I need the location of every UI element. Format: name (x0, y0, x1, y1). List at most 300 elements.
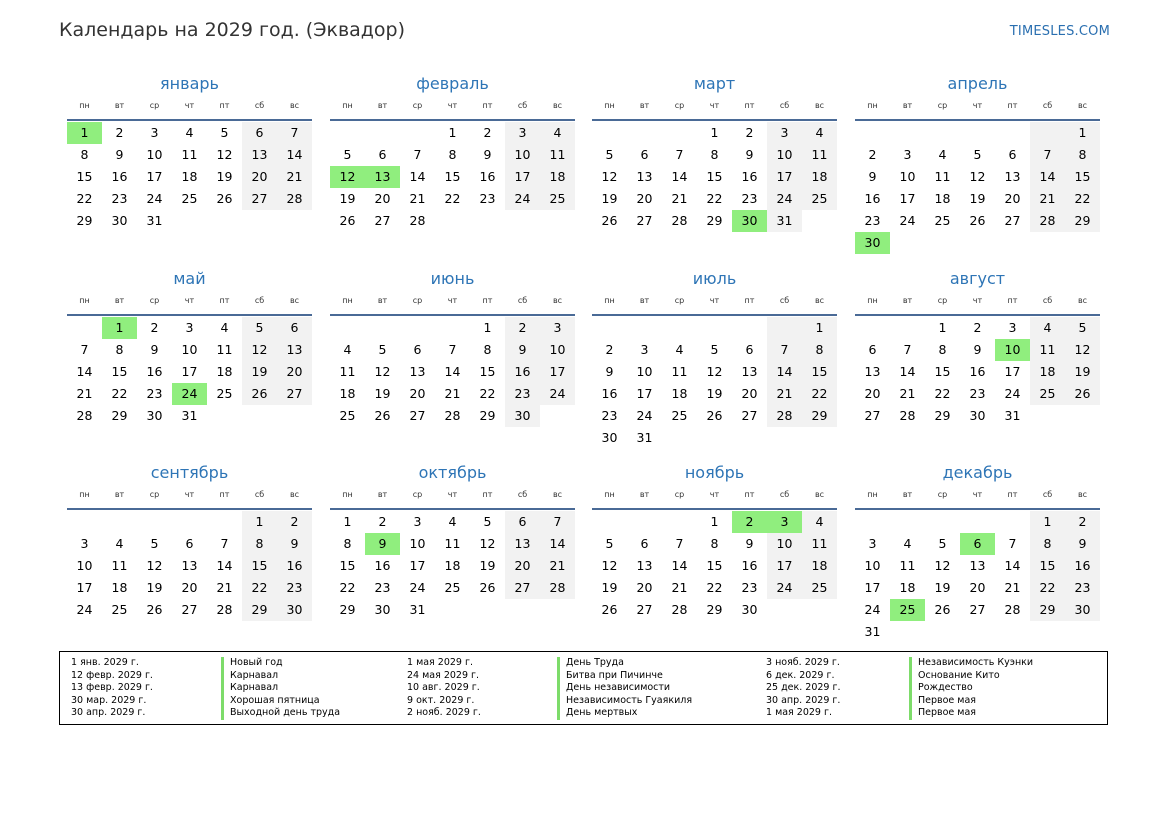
day-cell[interactable]: 21 (277, 166, 312, 188)
day-cell[interactable]: 7 (413, 147, 422, 162)
day-cell[interactable]: 18 (540, 166, 575, 188)
day-cell[interactable]: 28 (76, 408, 93, 423)
day-cell[interactable]: 15 (934, 364, 951, 379)
day-cell[interactable]: 6 (640, 536, 649, 551)
day-cell[interactable]: 8 (80, 147, 89, 162)
day-cell[interactable]: 7 (675, 147, 684, 162)
day-cell[interactable]: 25 (216, 386, 233, 401)
day-cell[interactable]: 3 (413, 514, 422, 529)
day-cell[interactable]: 10 (767, 533, 802, 555)
day-cell[interactable]: 26 (216, 191, 233, 206)
day-cell[interactable]: 31 (1004, 408, 1021, 423)
day-cell[interactable]: 22 (1030, 577, 1065, 599)
day-cell[interactable]: 8 (1065, 144, 1100, 166)
day-cell[interactable]: 30 (601, 430, 618, 445)
day-cell[interactable]: 15 (111, 364, 128, 379)
day-cell[interactable]: 19 (601, 191, 618, 206)
day-cell[interactable]: 1 (242, 511, 277, 533)
day-cell[interactable]: 28 (671, 602, 688, 617)
day-cell[interactable]: 16 (374, 558, 391, 573)
day-cell[interactable]: 17 (76, 580, 93, 595)
day-cell[interactable]: 21 (767, 383, 802, 405)
day-cell[interactable]: 27 (636, 602, 653, 617)
day-cell[interactable]: 8 (1030, 533, 1065, 555)
day-cell[interactable]: 8 (115, 342, 124, 357)
day-cell[interactable]: 26 (1065, 383, 1100, 405)
day-cell[interactable]: 2 (973, 320, 982, 335)
day-cell[interactable]: 20 (864, 386, 881, 401)
day-cell[interactable]: 20 (409, 386, 426, 401)
day-cell[interactable]: 4 (802, 511, 837, 533)
day-cell[interactable]: 5 (343, 147, 352, 162)
day-cell[interactable]: 7 (80, 342, 89, 357)
day-cell[interactable]: 15 (479, 364, 496, 379)
day-cell[interactable]: 10 (181, 342, 198, 357)
day-cell[interactable]: 27 (374, 213, 391, 228)
day-cell[interactable]: 4 (802, 122, 837, 144)
day-cell[interactable]: 8 (802, 339, 837, 361)
day-cell[interactable]: 23 (741, 580, 758, 595)
day-cell[interactable]: 3 (185, 320, 194, 335)
day-cell[interactable]: 12 (601, 558, 618, 573)
day-cell[interactable]: 14 (767, 361, 802, 383)
day-cell[interactable]: 24 (899, 213, 916, 228)
day-cell[interactable]: 23 (1065, 577, 1100, 599)
day-cell[interactable]: 24 (146, 191, 163, 206)
day-cell[interactable]: 12 (601, 169, 618, 184)
day-cell[interactable]: 11 (339, 364, 356, 379)
day-cell[interactable]: 11 (899, 558, 916, 573)
day-cell[interactable]: 1 (343, 514, 352, 529)
day-cell[interactable]: 2 (868, 147, 877, 162)
day-cell[interactable]: 26 (969, 213, 986, 228)
day-cell[interactable]: 28 (444, 408, 461, 423)
day-cell[interactable]: 18 (444, 558, 461, 573)
day-cell[interactable]: 13 (242, 144, 277, 166)
day-cell[interactable]: 29 (934, 408, 951, 423)
day-cell[interactable]: 13 (636, 558, 653, 573)
day-cell[interactable]: 3 (903, 147, 912, 162)
day-cell[interactable]: 5 (150, 536, 159, 551)
day-cell[interactable]: 27 (505, 577, 540, 599)
day-cell[interactable]: 15 (706, 169, 723, 184)
day-cell[interactable]: 17 (864, 580, 881, 595)
day-cell[interactable]: 19 (706, 386, 723, 401)
day-cell[interactable]: 24 (767, 577, 802, 599)
day-cell[interactable]: 20 (505, 555, 540, 577)
day-cell[interactable]: 10 (864, 558, 881, 573)
day-cell[interactable]: 4 (938, 147, 947, 162)
day-cell[interactable]: 29 (1065, 210, 1100, 232)
day-cell[interactable]: 9 (150, 342, 159, 357)
day-cell[interactable]: 8 (938, 342, 947, 357)
day-cell[interactable]: 11 (216, 342, 233, 357)
day-cell[interactable]: 14 (216, 558, 233, 573)
day-cell[interactable]: 9 (1065, 533, 1100, 555)
day-cell[interactable]: 19 (242, 361, 277, 383)
day-cell[interactable]: 5 (605, 536, 614, 551)
day-cell[interactable]: 5 (378, 342, 387, 357)
day-cell[interactable]: 24 (767, 188, 802, 210)
day-cell[interactable]: 17 (505, 166, 540, 188)
day-cell[interactable]: 20 (181, 580, 198, 595)
day-cell[interactable]: 28 (409, 213, 426, 228)
day-cell[interactable]: 16 (505, 361, 540, 383)
day-cell[interactable]: 14 (76, 364, 93, 379)
day-cell[interactable]: 9 (277, 533, 312, 555)
day-cell[interactable]: 21 (671, 580, 688, 595)
day-cell[interactable]: 4 (448, 514, 457, 529)
day-cell[interactable]: 23 (969, 386, 986, 401)
day-cell[interactable]: 25 (111, 602, 128, 617)
day-cell[interactable]: 9 (365, 533, 400, 555)
day-cell[interactable]: 22 (339, 580, 356, 595)
day-cell[interactable]: 30 (732, 210, 767, 232)
day-cell[interactable]: 30 (374, 602, 391, 617)
day-cell[interactable]: 29 (242, 599, 277, 621)
day-cell[interactable]: 23 (601, 408, 618, 423)
day-cell[interactable]: 11 (802, 533, 837, 555)
day-cell[interactable]: 6 (378, 147, 387, 162)
day-cell[interactable]: 6 (185, 536, 194, 551)
day-cell[interactable]: 7 (1030, 144, 1065, 166)
day-cell[interactable]: 23 (146, 386, 163, 401)
day-cell[interactable]: 18 (216, 364, 233, 379)
day-cell[interactable]: 11 (111, 558, 128, 573)
day-cell[interactable]: 28 (1030, 210, 1065, 232)
day-cell[interactable]: 1 (710, 125, 719, 140)
day-cell[interactable]: 11 (1030, 339, 1065, 361)
day-cell[interactable]: 8 (710, 147, 719, 162)
day-cell[interactable]: 14 (671, 558, 688, 573)
day-cell[interactable]: 12 (146, 558, 163, 573)
day-cell[interactable]: 5 (1065, 317, 1100, 339)
day-cell[interactable]: 31 (864, 624, 881, 639)
day-cell[interactable]: 19 (146, 580, 163, 595)
day-cell[interactable]: 1 (448, 125, 457, 140)
day-cell[interactable]: 31 (409, 602, 426, 617)
day-cell[interactable]: 24 (76, 602, 93, 617)
day-cell[interactable]: 7 (1008, 536, 1017, 551)
day-cell[interactable]: 19 (339, 191, 356, 206)
day-cell[interactable]: 16 (969, 364, 986, 379)
day-cell[interactable]: 26 (374, 408, 391, 423)
day-cell[interactable]: 14 (444, 364, 461, 379)
day-cell[interactable]: 12 (330, 166, 365, 188)
day-cell[interactable]: 16 (479, 169, 496, 184)
day-cell[interactable]: 3 (505, 122, 540, 144)
day-cell[interactable]: 23 (111, 191, 128, 206)
day-cell[interactable]: 2 (115, 125, 124, 140)
day-cell[interactable]: 28 (216, 602, 233, 617)
day-cell[interactable]: 13 (181, 558, 198, 573)
day-cell[interactable]: 30 (505, 405, 540, 427)
day-cell[interactable]: 13 (969, 558, 986, 573)
day-cell[interactable]: 1 (1030, 511, 1065, 533)
day-cell[interactable]: 31 (767, 210, 802, 232)
day-cell[interactable]: 30 (741, 602, 758, 617)
day-cell[interactable]: 5 (483, 514, 492, 529)
day-cell[interactable]: 17 (540, 361, 575, 383)
day-cell[interactable]: 26 (934, 602, 951, 617)
day-cell[interactable]: 10 (767, 144, 802, 166)
day-cell[interactable]: 6 (868, 342, 877, 357)
day-cell[interactable]: 25 (540, 188, 575, 210)
day-cell[interactable]: 10 (636, 364, 653, 379)
day-cell[interactable]: 10 (505, 144, 540, 166)
day-cell[interactable]: 16 (741, 169, 758, 184)
day-cell[interactable]: 4 (675, 342, 684, 357)
day-cell[interactable]: 1 (938, 320, 947, 335)
day-cell[interactable]: 30 (111, 213, 128, 228)
day-cell[interactable]: 19 (934, 580, 951, 595)
day-cell[interactable]: 2 (505, 317, 540, 339)
day-cell[interactable]: 3 (640, 342, 649, 357)
day-cell[interactable]: 20 (277, 361, 312, 383)
day-cell[interactable]: 16 (111, 169, 128, 184)
day-cell[interactable]: 18 (671, 386, 688, 401)
day-cell[interactable]: 1 (102, 317, 137, 339)
day-cell[interactable]: 20 (374, 191, 391, 206)
day-cell[interactable]: 3 (150, 125, 159, 140)
day-cell[interactable]: 25 (934, 213, 951, 228)
day-cell[interactable]: 27 (864, 408, 881, 423)
day-cell[interactable]: 22 (444, 191, 461, 206)
day-cell[interactable]: 26 (479, 580, 496, 595)
day-cell[interactable]: 7 (675, 536, 684, 551)
day-cell[interactable]: 12 (969, 169, 986, 184)
day-cell[interactable]: 23 (374, 580, 391, 595)
day-cell[interactable]: 25 (1030, 383, 1065, 405)
day-cell[interactable]: 26 (706, 408, 723, 423)
day-cell[interactable]: 27 (969, 602, 986, 617)
day-cell[interactable]: 30 (969, 408, 986, 423)
day-cell[interactable]: 22 (111, 386, 128, 401)
day-cell[interactable]: 7 (540, 511, 575, 533)
day-cell[interactable]: 18 (339, 386, 356, 401)
day-cell[interactable]: 4 (115, 536, 124, 551)
day-cell[interactable]: 9 (745, 536, 754, 551)
day-cell[interactable]: 28 (899, 408, 916, 423)
day-cell[interactable]: 20 (636, 191, 653, 206)
day-cell[interactable]: 12 (216, 147, 233, 162)
day-cell[interactable]: 8 (448, 147, 457, 162)
day-cell[interactable]: 8 (242, 533, 277, 555)
day-cell[interactable]: 25 (890, 599, 925, 621)
day-cell[interactable]: 19 (1065, 361, 1100, 383)
day-cell[interactable]: 14 (1030, 166, 1065, 188)
day-cell[interactable]: 27 (242, 188, 277, 210)
day-cell[interactable]: 6 (745, 342, 754, 357)
day-cell[interactable]: 20 (636, 580, 653, 595)
day-cell[interactable]: 3 (1008, 320, 1017, 335)
day-cell[interactable]: 18 (181, 169, 198, 184)
day-cell[interactable]: 9 (745, 147, 754, 162)
day-cell[interactable]: 15 (339, 558, 356, 573)
day-cell[interactable]: 13 (365, 166, 400, 188)
day-cell[interactable]: 4 (903, 536, 912, 551)
day-cell[interactable]: 20 (969, 580, 986, 595)
day-cell[interactable]: 4 (185, 125, 194, 140)
day-cell[interactable]: 12 (374, 364, 391, 379)
day-cell[interactable]: 25 (671, 408, 688, 423)
day-cell[interactable]: 6 (413, 342, 422, 357)
day-cell[interactable]: 10 (146, 147, 163, 162)
day-cell[interactable]: 23 (741, 191, 758, 206)
day-cell[interactable]: 8 (343, 536, 352, 551)
day-cell[interactable]: 2 (483, 125, 492, 140)
day-cell[interactable]: 11 (444, 536, 461, 551)
day-cell[interactable]: 16 (146, 364, 163, 379)
day-cell[interactable]: 4 (540, 122, 575, 144)
day-cell[interactable]: 10 (409, 536, 426, 551)
day-cell[interactable]: 25 (444, 580, 461, 595)
day-cell[interactable]: 17 (146, 169, 163, 184)
day-cell[interactable]: 12 (479, 536, 496, 551)
day-cell[interactable]: 16 (864, 191, 881, 206)
day-cell[interactable]: 12 (706, 364, 723, 379)
day-cell[interactable]: 29 (1030, 599, 1065, 621)
day-cell[interactable]: 2 (1065, 511, 1100, 533)
day-cell[interactable]: 10 (76, 558, 93, 573)
day-cell[interactable]: 8 (710, 536, 719, 551)
day-cell[interactable]: 2 (150, 320, 159, 335)
day-cell[interactable]: 24 (540, 383, 575, 405)
day-cell[interactable]: 30 (277, 599, 312, 621)
day-cell[interactable]: 8 (483, 342, 492, 357)
day-cell[interactable]: 16 (1065, 555, 1100, 577)
day-cell[interactable]: 1 (67, 122, 102, 144)
day-cell[interactable]: 16 (601, 386, 618, 401)
day-cell[interactable]: 9 (605, 364, 614, 379)
day-cell[interactable]: 26 (146, 602, 163, 617)
day-cell[interactable]: 3 (767, 511, 802, 533)
day-cell[interactable]: 1 (710, 514, 719, 529)
day-cell[interactable]: 19 (479, 558, 496, 573)
day-cell[interactable]: 15 (802, 361, 837, 383)
day-cell[interactable]: 24 (409, 580, 426, 595)
day-cell[interactable]: 7 (277, 122, 312, 144)
day-cell[interactable]: 5 (710, 342, 719, 357)
day-cell[interactable]: 9 (973, 342, 982, 357)
day-cell[interactable]: 27 (1004, 213, 1021, 228)
day-cell[interactable]: 5 (973, 147, 982, 162)
day-cell[interactable]: 27 (277, 383, 312, 405)
day-cell[interactable]: 4 (1030, 317, 1065, 339)
day-cell[interactable]: 27 (181, 602, 198, 617)
day-cell[interactable]: 22 (706, 191, 723, 206)
day-cell[interactable]: 26 (242, 383, 277, 405)
day-cell[interactable]: 21 (1030, 188, 1065, 210)
day-cell[interactable]: 15 (444, 169, 461, 184)
day-cell[interactable]: 20 (1004, 191, 1021, 206)
day-cell[interactable]: 16 (277, 555, 312, 577)
day-cell[interactable]: 20 (741, 386, 758, 401)
day-cell[interactable]: 29 (479, 408, 496, 423)
day-cell[interactable]: 24 (1004, 386, 1021, 401)
day-cell[interactable]: 4 (343, 342, 352, 357)
day-cell[interactable]: 16 (741, 558, 758, 573)
day-cell[interactable]: 3 (80, 536, 89, 551)
day-cell[interactable]: 24 (636, 408, 653, 423)
day-cell[interactable]: 2 (732, 511, 767, 533)
day-cell[interactable]: 13 (505, 533, 540, 555)
day-cell[interactable]: 10 (540, 339, 575, 361)
day-cell[interactable]: 17 (899, 191, 916, 206)
day-cell[interactable]: 29 (339, 602, 356, 617)
day-cell[interactable]: 29 (111, 408, 128, 423)
day-cell[interactable]: 5 (938, 536, 947, 551)
day-cell[interactable]: 18 (802, 555, 837, 577)
day-cell[interactable]: 21 (444, 386, 461, 401)
day-cell[interactable]: 24 (505, 188, 540, 210)
day-cell[interactable]: 31 (146, 213, 163, 228)
day-cell[interactable]: 7 (903, 342, 912, 357)
day-cell[interactable]: 2 (277, 511, 312, 533)
day-cell[interactable]: 21 (671, 191, 688, 206)
day-cell[interactable]: 25 (339, 408, 356, 423)
day-cell[interactable]: 25 (181, 191, 198, 206)
day-cell[interactable]: 28 (767, 405, 802, 427)
day-cell[interactable]: 21 (216, 580, 233, 595)
day-cell[interactable]: 2 (745, 125, 754, 140)
day-cell[interactable]: 28 (1004, 602, 1021, 617)
day-cell[interactable]: 21 (1004, 580, 1021, 595)
day-cell[interactable]: 25 (802, 188, 837, 210)
day-cell[interactable]: 11 (540, 144, 575, 166)
day-cell[interactable]: 18 (934, 191, 951, 206)
day-cell[interactable]: 22 (479, 386, 496, 401)
day-cell[interactable]: 6 (505, 511, 540, 533)
day-cell[interactable]: 28 (277, 188, 312, 210)
day-cell[interactable]: 5 (220, 125, 229, 140)
day-cell[interactable]: 6 (277, 317, 312, 339)
day-cell[interactable]: 21 (409, 191, 426, 206)
day-cell[interactable]: 22 (242, 577, 277, 599)
day-cell[interactable]: 10 (899, 169, 916, 184)
day-cell[interactable]: 23 (864, 213, 881, 228)
day-cell[interactable]: 1 (483, 320, 492, 335)
day-cell[interactable]: 21 (899, 386, 916, 401)
day-cell[interactable]: 5 (242, 317, 277, 339)
day-cell[interactable]: 24 (864, 602, 881, 617)
day-cell[interactable]: 14 (277, 144, 312, 166)
day-cell[interactable]: 17 (181, 364, 198, 379)
day-cell[interactable]: 22 (76, 191, 93, 206)
day-cell[interactable]: 10 (995, 339, 1030, 361)
day-cell[interactable]: 14 (409, 169, 426, 184)
day-cell[interactable]: 9 (115, 147, 124, 162)
day-cell[interactable]: 18 (1030, 361, 1065, 383)
day-cell[interactable]: 17 (636, 386, 653, 401)
day-cell[interactable]: 29 (706, 602, 723, 617)
day-cell[interactable]: 23 (479, 191, 496, 206)
day-cell[interactable]: 18 (111, 580, 128, 595)
day-cell[interactable]: 31 (636, 430, 653, 445)
day-cell[interactable]: 9 (483, 147, 492, 162)
day-cell[interactable]: 29 (76, 213, 93, 228)
day-cell[interactable]: 19 (969, 191, 986, 206)
day-cell[interactable]: 21 (540, 555, 575, 577)
day-cell[interactable]: 27 (409, 408, 426, 423)
day-cell[interactable]: 27 (741, 408, 758, 423)
day-cell[interactable]: 11 (181, 147, 198, 162)
day-cell[interactable]: 15 (1065, 166, 1100, 188)
day-cell[interactable]: 3 (767, 122, 802, 144)
day-cell[interactable]: 17 (1004, 364, 1021, 379)
day-cell[interactable]: 14 (540, 533, 575, 555)
day-cell[interactable]: 11 (802, 144, 837, 166)
